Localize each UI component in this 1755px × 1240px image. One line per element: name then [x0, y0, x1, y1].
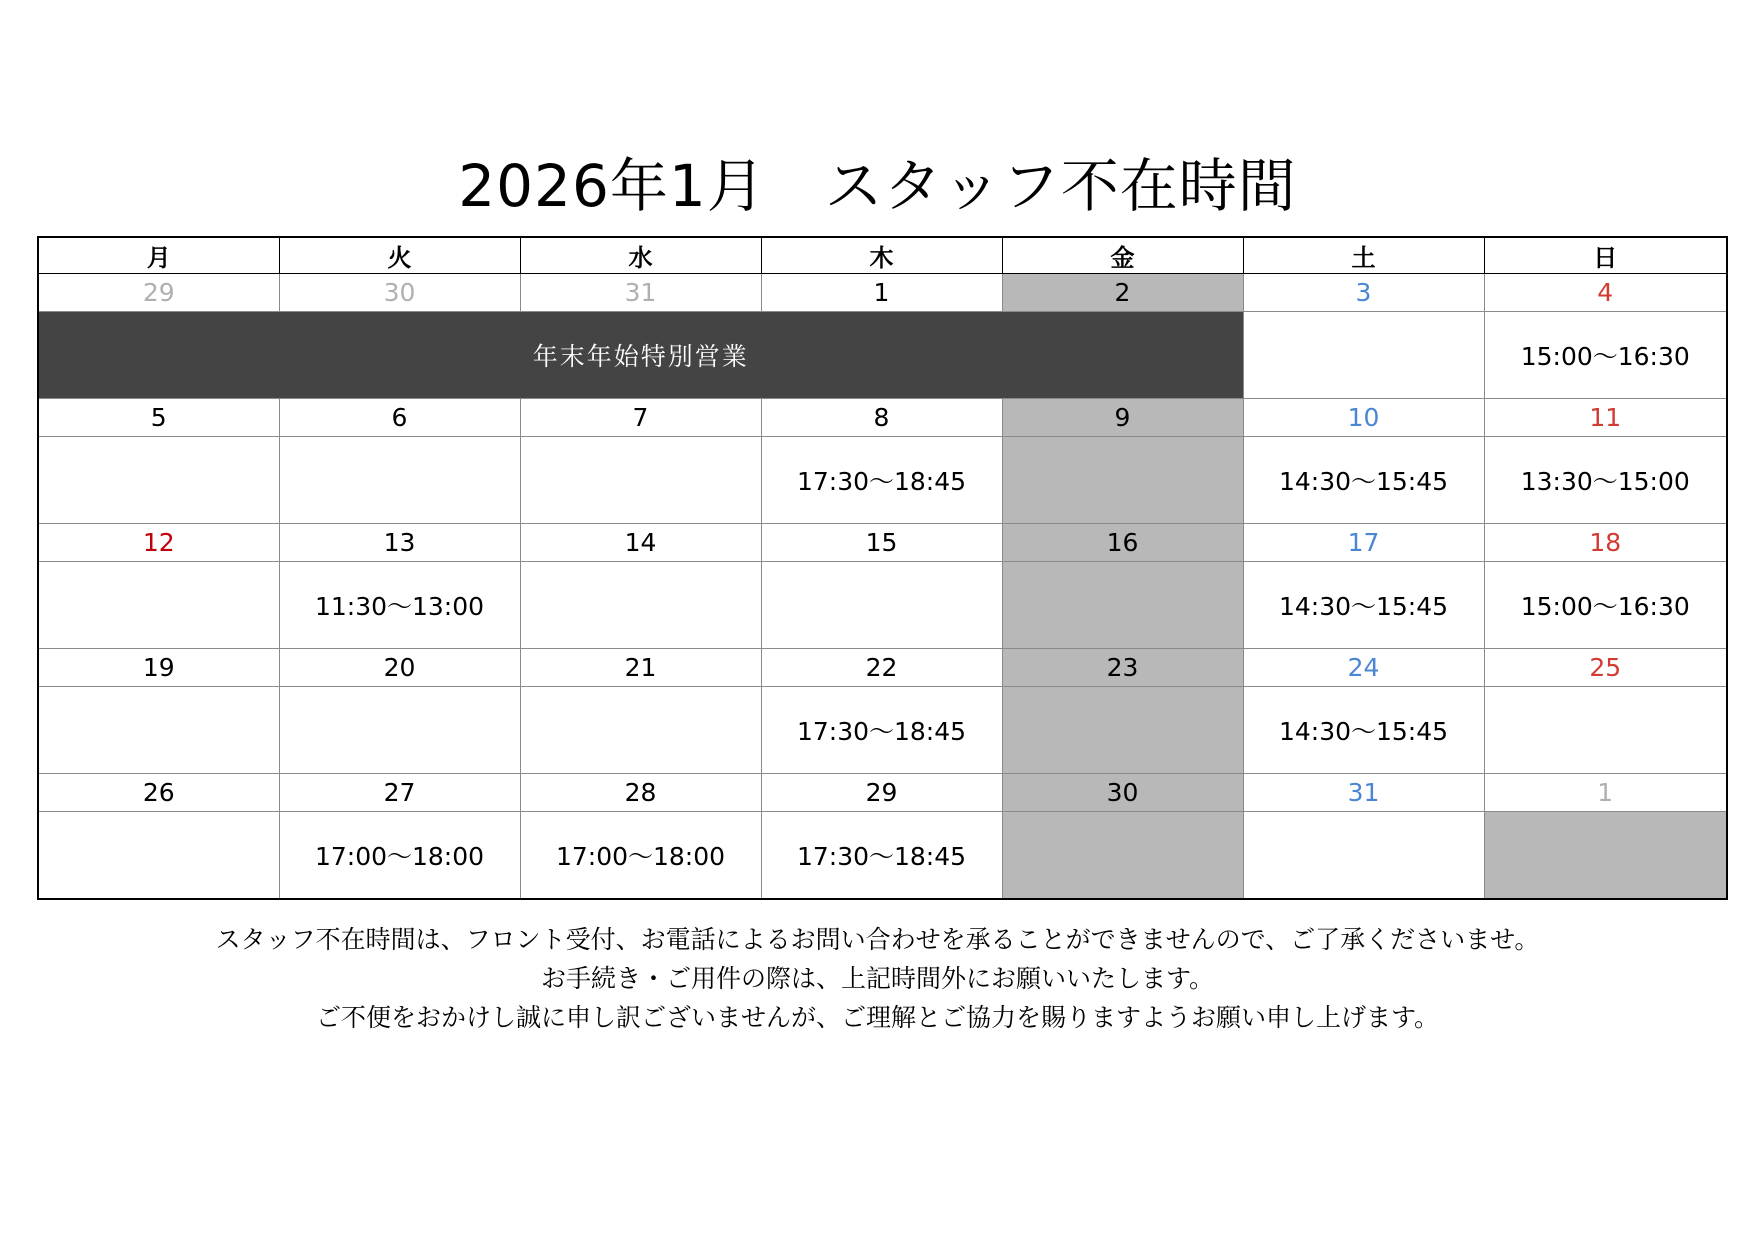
week3-slot-row [38, 562, 1727, 649]
date-cell-closed: 9 [1002, 399, 1243, 437]
notice-text [0, 920, 1755, 1037]
slot-cell-closed [1002, 562, 1243, 649]
slot-cell [1243, 312, 1484, 399]
date-cell: 21 [520, 649, 761, 687]
date-cell: 22 [761, 649, 1002, 687]
special-hours-banner: 年末年始特別営業 [38, 312, 1243, 399]
slot-cell: 17:30〜18:45 [761, 687, 1002, 774]
slot-cell: 17:30〜18:45 [761, 812, 1002, 900]
page-title: 2026年1月 スタッフ不在時間 [458, 152, 1297, 220]
slot-cell-closed [1002, 812, 1243, 900]
weekday-wed: 水 [520, 237, 761, 274]
date-cell-saturday: 31 [1243, 774, 1484, 812]
date-cell: 13 [279, 524, 520, 562]
date-cell-saturday: 10 [1243, 399, 1484, 437]
date-cell: 31 [520, 274, 761, 312]
date-cell-sunday: 18 [1484, 524, 1727, 562]
slot-cell: 17:00〜18:00 [520, 812, 761, 900]
weekday-tue: 火 [279, 237, 520, 274]
slot-cell [520, 562, 761, 649]
date-cell-next-month: 1 [1484, 774, 1727, 812]
weekday-fri: 金 [1002, 237, 1243, 274]
slot-cell-closed [1002, 687, 1243, 774]
slot-cell-closed [1002, 437, 1243, 524]
notice-line-3: ご不便をおかけし誠に申し訳ございませんが、ご理解とご協力を賜りますようお願い申し上げます。 [315, 1003, 1439, 1032]
slot-cell [279, 437, 520, 524]
week4-date-row [38, 649, 1727, 687]
weekday-sun: 日 [1484, 237, 1727, 274]
week2-date-row [38, 399, 1727, 437]
date-cell: 15 [761, 524, 1002, 562]
date-cell-saturday: 3 [1243, 274, 1484, 312]
week2-slot-row [38, 437, 1727, 524]
slot-cell [520, 687, 761, 774]
slot-cell: 14:30〜15:45 [1243, 437, 1484, 524]
week1-slot-row [38, 312, 1727, 399]
slot-cell [279, 687, 520, 774]
weekday-thu: 木 [761, 237, 1002, 274]
date-cell: 27 [279, 774, 520, 812]
week5-date-row [38, 774, 1727, 812]
slot-cell [761, 562, 1002, 649]
slot-cell [38, 437, 279, 524]
date-cell: 30 [279, 274, 520, 312]
date-cell: 7 [520, 399, 761, 437]
date-cell: 6 [279, 399, 520, 437]
slot-cell [38, 812, 279, 900]
date-cell: 14 [520, 524, 761, 562]
weekday-header-row [38, 237, 1727, 274]
slot-cell [38, 562, 279, 649]
slot-cell [520, 437, 761, 524]
date-cell-sunday: 4 [1484, 274, 1727, 312]
date-cell-holiday: 12 [38, 524, 279, 562]
date-cell-closed: 23 [1002, 649, 1243, 687]
slot-cell [1484, 687, 1727, 774]
date-cell-closed: 2 [1002, 274, 1243, 312]
slot-cell [38, 687, 279, 774]
slot-cell: 15:00〜16:30 [1484, 312, 1727, 399]
date-cell: 19 [38, 649, 279, 687]
date-cell-sunday: 25 [1484, 649, 1727, 687]
date-cell: 28 [520, 774, 761, 812]
date-cell-sunday: 11 [1484, 399, 1727, 437]
slot-cell: 17:30〜18:45 [761, 437, 1002, 524]
weekday-mon: 月 [38, 237, 279, 274]
date-cell: 5 [38, 399, 279, 437]
date-cell: 8 [761, 399, 1002, 437]
date-cell: 29 [38, 274, 279, 312]
date-cell-closed: 30 [1002, 774, 1243, 812]
date-cell: 20 [279, 649, 520, 687]
slot-cell: 14:30〜15:45 [1243, 562, 1484, 649]
notice-line-1: スタッフ不在時間は、フロント受付、お電話によるお問い合わせを承ることができませんので、ご了承くださいませ。 [215, 925, 1540, 954]
date-cell-closed: 16 [1002, 524, 1243, 562]
week4-slot-row [38, 687, 1727, 774]
week5-slot-row [38, 812, 1727, 900]
date-cell: 1 [761, 274, 1002, 312]
slot-cell: 15:00〜16:30 [1484, 562, 1727, 649]
week1-date-row [38, 274, 1727, 312]
week3-date-row [38, 524, 1727, 562]
date-cell: 29 [761, 774, 1002, 812]
slot-cell [1243, 812, 1484, 900]
slot-cell: 17:00〜18:00 [279, 812, 520, 900]
weekday-sat: 土 [1243, 237, 1484, 274]
notice-line-2: お手続き・ご用件の際は、上記時間外にお願いいたします。 [540, 964, 1214, 993]
date-cell: 26 [38, 774, 279, 812]
date-cell-saturday: 24 [1243, 649, 1484, 687]
absence-calendar [37, 236, 1728, 900]
slot-cell: 14:30〜15:45 [1243, 687, 1484, 774]
slot-cell: 13:30〜15:00 [1484, 437, 1727, 524]
date-cell-saturday: 17 [1243, 524, 1484, 562]
slot-cell: 11:30〜13:00 [279, 562, 520, 649]
slot-cell-closed [1484, 812, 1727, 900]
